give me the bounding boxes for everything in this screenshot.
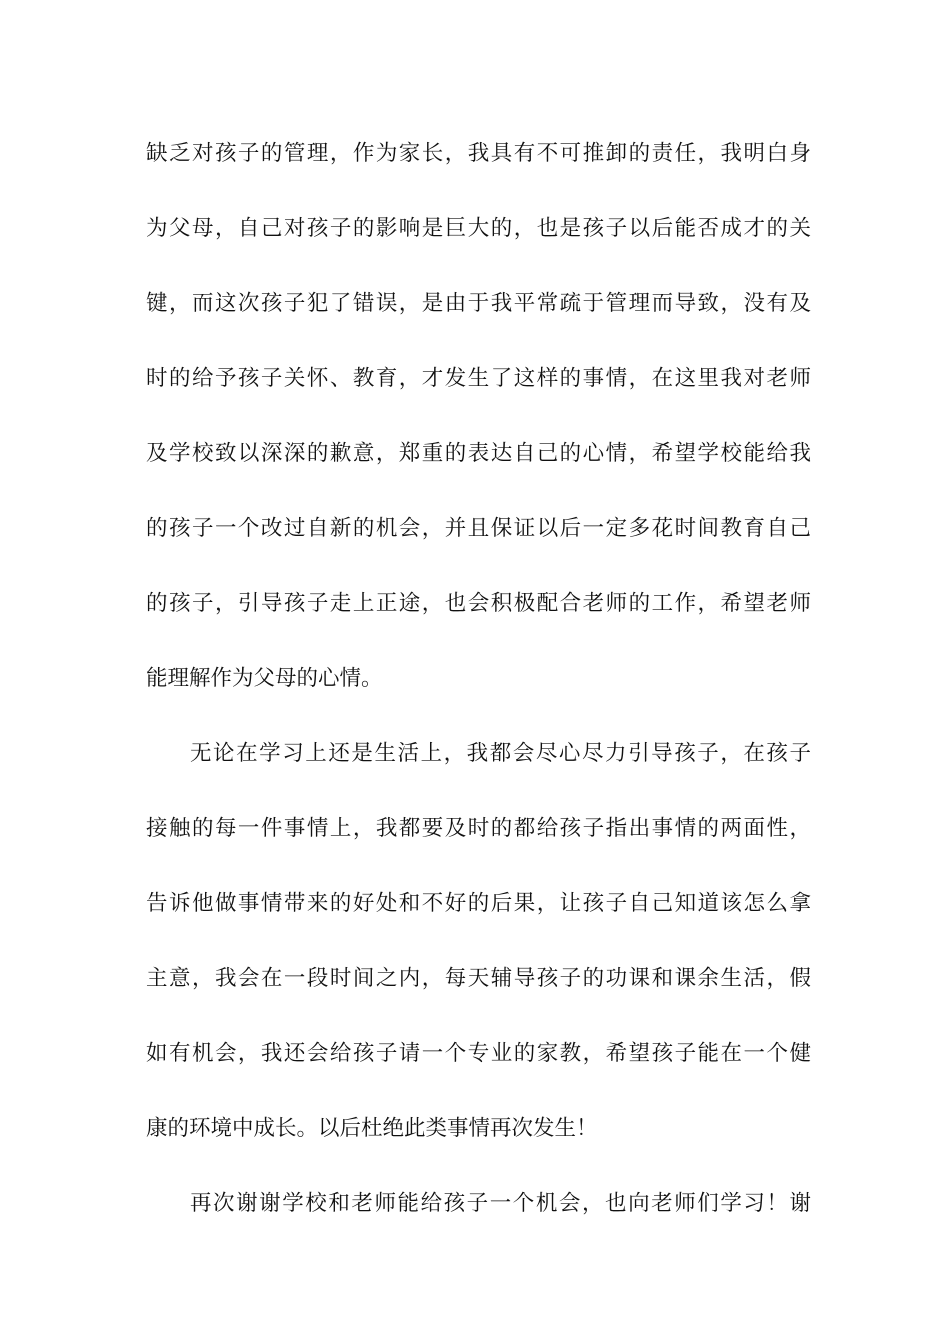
text-line-15: 再次谢谢学校和老师能给孩子一个机会，也向老师们学习！谢 bbox=[190, 1191, 811, 1216]
text-line-4: 时的给予孩子关怀、教育，才发生了这样的事情，在这里我对老师 bbox=[146, 366, 811, 391]
text-line-3: 键，而这次孩子犯了错误，是由于我平常疏于管理而导致，没有及 bbox=[146, 291, 811, 316]
text-line-11: 告诉他做事情带来的好处和不好的后果，让孩子自己知道该怎么拿 bbox=[146, 891, 811, 916]
text-line-13: 如有机会，我还会给孩子请一个专业的家教，希望孩子能在一个健 bbox=[146, 1041, 811, 1066]
text-line-6: 的孩子一个改过自新的机会，并且保证以后一定多花时间教育自己 bbox=[146, 516, 811, 541]
text-line-8: 能理解作为父母的心情。 bbox=[146, 666, 383, 691]
text-line-5: 及学校致以深深的歉意，郑重的表达自己的心情，希望学校能给我 bbox=[146, 441, 811, 466]
text-line-7: 的孩子，引导孩子走上正途，也会积极配合老师的工作，希望老师 bbox=[146, 591, 811, 616]
text-line-1: 缺乏对孩子的管理，作为家长，我具有不可推卸的责任，我明白身 bbox=[146, 141, 811, 166]
text-line-9: 无论在学习上还是生活上，我都会尽心尽力引导孩子，在孩子 bbox=[190, 741, 811, 766]
text-line-10: 接触的每一件事情上，我都要及时的都给孩子指出事情的两面性， bbox=[146, 816, 811, 841]
text-line-12: 主意，我会在一段时间之内，每天辅导孩子的功课和课余生活，假 bbox=[146, 966, 811, 991]
text-line-14: 康的环境中成长。以后杜绝此类事情再次发生！ bbox=[146, 1116, 598, 1141]
text-line-2: 为父母，自己对孩子的影响是巨大的，也是孩子以后能否成才的关 bbox=[146, 216, 811, 241]
